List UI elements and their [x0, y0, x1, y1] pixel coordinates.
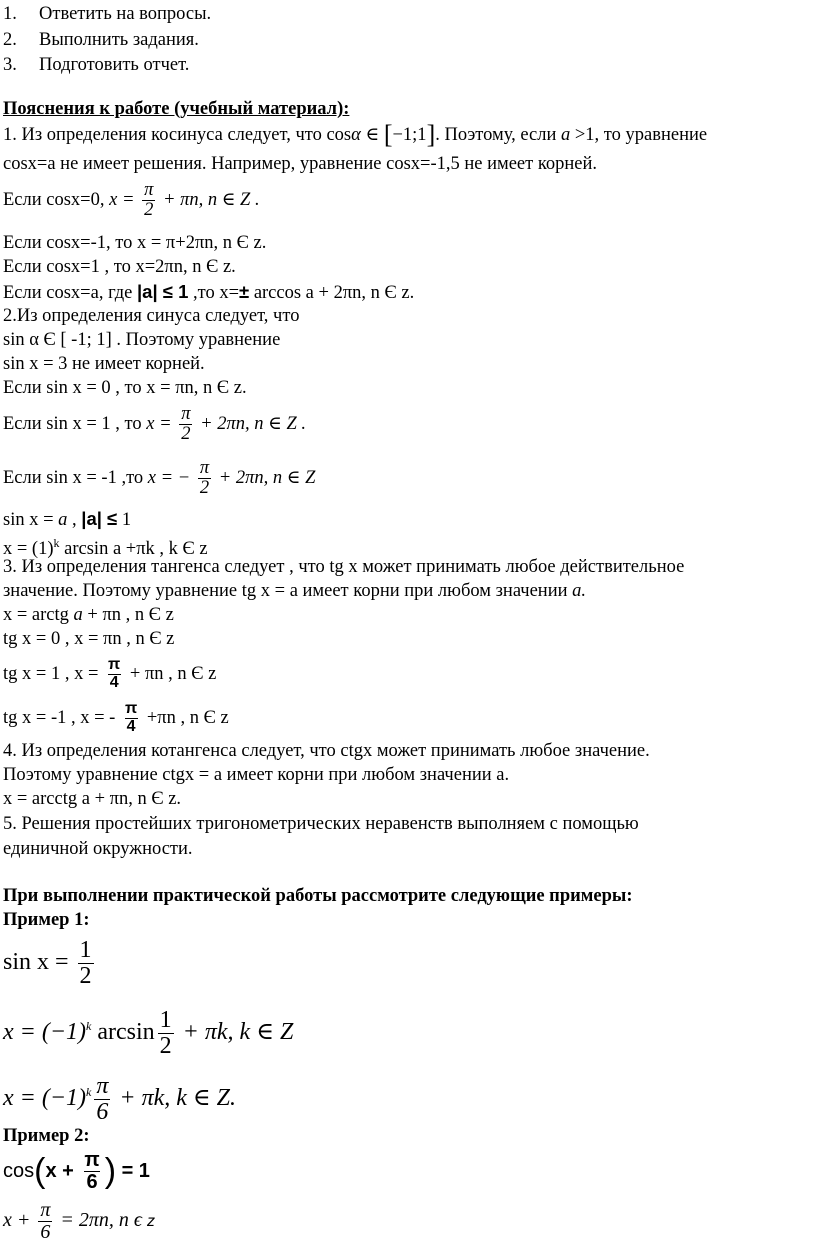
- math-lhs: x =: [109, 190, 140, 210]
- text: x = (1): [3, 539, 54, 560]
- task-number: 3.: [3, 55, 17, 75]
- math-rhs: + πn, n ∈ Z .: [158, 190, 260, 210]
- task-text: Ответить на вопросы.: [39, 4, 212, 24]
- math-lhs: x = −: [147, 468, 195, 488]
- inequality-line-2: единичной окружности.: [3, 839, 193, 859]
- fraction: [179, 405, 192, 445]
- text: 1. Из определения косинуса следует, что: [3, 125, 327, 145]
- tg-paragraph-line-1: 3. Из определения тангенса следует , что tg x может принимать любое действительное: [3, 557, 685, 577]
- numerator: π: [84, 1149, 100, 1172]
- text: ,то x=: [188, 283, 240, 303]
- task-item: [3, 29, 199, 51]
- sin-paragraph-line-2: sin α Є [ -1; 1] . Поэтому уравнение: [3, 330, 281, 350]
- cos-zero-line: [3, 178, 260, 222]
- math-rhs: = 2πn, n ϵ: [55, 1209, 147, 1231]
- denominator: 2: [79, 962, 92, 989]
- denominator: 4: [109, 674, 119, 692]
- text: + πn , n Є z: [125, 664, 217, 684]
- text: Если sin x = -1 ,то: [3, 468, 148, 488]
- numerator: π: [108, 656, 121, 674]
- denominator: 4: [126, 718, 136, 736]
- text: tg x = 1 , x =: [3, 664, 104, 684]
- numerator: π: [40, 1198, 51, 1221]
- numerator: π: [96, 1072, 109, 1099]
- math-rhs: + πk, k ∈ Z: [176, 1019, 294, 1045]
- text: Если sin x = 1 , то: [3, 414, 147, 434]
- task-number: 2.: [3, 30, 17, 50]
- math-lhs: sin x =: [3, 949, 75, 975]
- denominator: 6: [86, 1171, 98, 1194]
- superscript-k: k: [53, 536, 60, 550]
- text: . Поэтому, если: [435, 125, 561, 145]
- cos-paragraph-line-1: [3, 120, 708, 149]
- tg-one-line: [3, 652, 216, 696]
- bracket-right: ]: [426, 120, 436, 149]
- example-1-formula-1: [3, 934, 97, 990]
- denominator: 2: [199, 478, 210, 499]
- text: tg x = -1 , x = -: [3, 708, 120, 728]
- text: + πn , n Є z: [82, 605, 174, 625]
- denominator: 6: [40, 1220, 51, 1243]
- text: Если cosx=0,: [3, 190, 110, 210]
- ctg-paragraph-line-1: 4. Из определения котангенса следует, что ctgx может принимать любое значение.: [3, 741, 650, 761]
- fraction: [106, 657, 122, 692]
- task-item: [3, 54, 189, 76]
- abs-condition: |a| ≤: [81, 508, 118, 529]
- section-heading: Пояснения к работе (учебный материал):: [3, 99, 350, 119]
- math-a: a.: [572, 581, 587, 601]
- math-a: a: [58, 510, 68, 530]
- math-arcsin: arcsin: [91, 1019, 155, 1045]
- example-2-formula-2: [3, 1196, 155, 1246]
- math-in: ∈: [360, 125, 384, 145]
- fraction: [38, 1200, 52, 1243]
- task-text: Выполнить задания.: [39, 30, 199, 50]
- text: >1, то уравнение: [570, 125, 708, 145]
- cos-minus-one-line: Если cosx=-1, то x = π+2πn, n Є z.: [3, 233, 267, 253]
- fraction: [94, 1074, 110, 1125]
- numerator: π: [144, 179, 154, 200]
- math-z: z: [146, 1213, 155, 1230]
- text: +πn , n Є z: [142, 708, 229, 728]
- sin-paragraph-line-1: 2.Из определения синуса следует, что: [3, 306, 300, 326]
- math-x: x +: [3, 1209, 36, 1231]
- text: значение. Поэтому уравнение tg x = a имеет корни при любом значении: [3, 581, 573, 601]
- numerator: 1: [79, 936, 92, 963]
- cos-paragraph-line-2: cosx=a не имеет решения. Например, уравнение cosx=-1,5 не имеет корней.: [3, 154, 598, 174]
- math-rhs: + πk, k ∈ Z.: [113, 1085, 237, 1111]
- denominator: 2: [144, 200, 154, 221]
- text: x = arctg: [3, 605, 74, 625]
- math-lhs: x =: [146, 414, 177, 434]
- denominator: 2: [159, 1032, 172, 1059]
- paren-left: (: [34, 1152, 46, 1190]
- superscript-k: k: [86, 1019, 92, 1033]
- math-rhs: + 2πn, n ∈ Z: [214, 468, 316, 488]
- numerator: π: [181, 403, 191, 424]
- denominator: 6: [96, 1098, 109, 1125]
- example-2-formula-1: [3, 1148, 150, 1194]
- sin-one-line: [3, 402, 306, 446]
- math-interval: −1;1: [392, 125, 427, 145]
- cos-a-line: [3, 281, 414, 304]
- paren-right: ): [104, 1152, 117, 1190]
- sin-minus-one-line: [3, 456, 315, 500]
- ctg-general-solution: x = arcctg a + πn, n Є z.: [3, 789, 182, 809]
- text: arcsin a +πk , k Є z: [59, 539, 208, 560]
- math-rhs: = 1: [116, 1160, 150, 1182]
- task-text: Подготовить отчет.: [39, 55, 190, 75]
- example-2-title: Пример 2:: [3, 1126, 90, 1146]
- ctg-paragraph-line-2: Поэтому уравнение ctgx = a имеет корни при любом значении a.: [3, 765, 510, 785]
- math-cos: cos: [3, 1160, 35, 1182]
- superscript-k: k: [86, 1085, 92, 1099]
- task-number: 1.: [3, 4, 17, 24]
- denominator: 2: [181, 424, 191, 445]
- tg-zero-line: tg x = 0 , x = πn , n Є z: [3, 629, 175, 649]
- fraction: [142, 181, 155, 221]
- plus-minus-sign: ±: [239, 281, 250, 302]
- cos-one-line: Если cosx=1 , то x=2πn, n Є z.: [3, 257, 236, 277]
- text: sin x =: [3, 510, 59, 530]
- bracket-left: [: [383, 120, 393, 149]
- fraction: [198, 459, 211, 499]
- inequality-line-1: 5. Решения простейших тригонометрических неравенств выполняем с помощью: [3, 814, 639, 834]
- math-lhs: x = (−1): [3, 1085, 87, 1111]
- text: 1: [117, 510, 132, 530]
- example-1-title: Пример 1:: [3, 910, 90, 930]
- tg-general-solution: [3, 604, 174, 626]
- numerator: 1: [159, 1006, 172, 1033]
- sin-zero-line: Если sin x = 0 , то x = πn, n Є z.: [3, 378, 247, 398]
- fraction: [158, 1008, 174, 1059]
- example-1-formula-3: [3, 1064, 236, 1126]
- math-cos: cos: [326, 125, 352, 145]
- text: arccos a + 2πn, n Є z.: [249, 283, 415, 303]
- tg-minus-one-line: [3, 696, 229, 740]
- fraction: [82, 1150, 101, 1193]
- math-a: a: [73, 605, 83, 625]
- examples-heading: При выполнении практической работы рассмотрите следующие примеры:: [3, 886, 633, 906]
- task-item: [3, 3, 211, 25]
- text: Если cosx=a, где: [3, 283, 137, 303]
- math-x: x +: [45, 1160, 80, 1182]
- example-1-formula-2: [3, 998, 293, 1060]
- text: ,: [67, 510, 82, 530]
- abs-condition: |a| ≤ 1: [137, 281, 189, 302]
- sin-a-line: [3, 508, 131, 531]
- sin-paragraph-line-3: sin x = 3 не имеет корней.: [3, 354, 205, 374]
- math-rhs: + 2πn, n ∈ Z .: [195, 414, 306, 434]
- math-a: a: [561, 125, 571, 145]
- numerator: π: [124, 700, 138, 718]
- tg-paragraph-line-2: [3, 580, 586, 602]
- numerator: π: [199, 457, 210, 478]
- math-lhs: x = (−1): [3, 1019, 87, 1045]
- fraction: [78, 938, 94, 989]
- fraction: [123, 701, 139, 736]
- math-alpha: α: [351, 125, 361, 145]
